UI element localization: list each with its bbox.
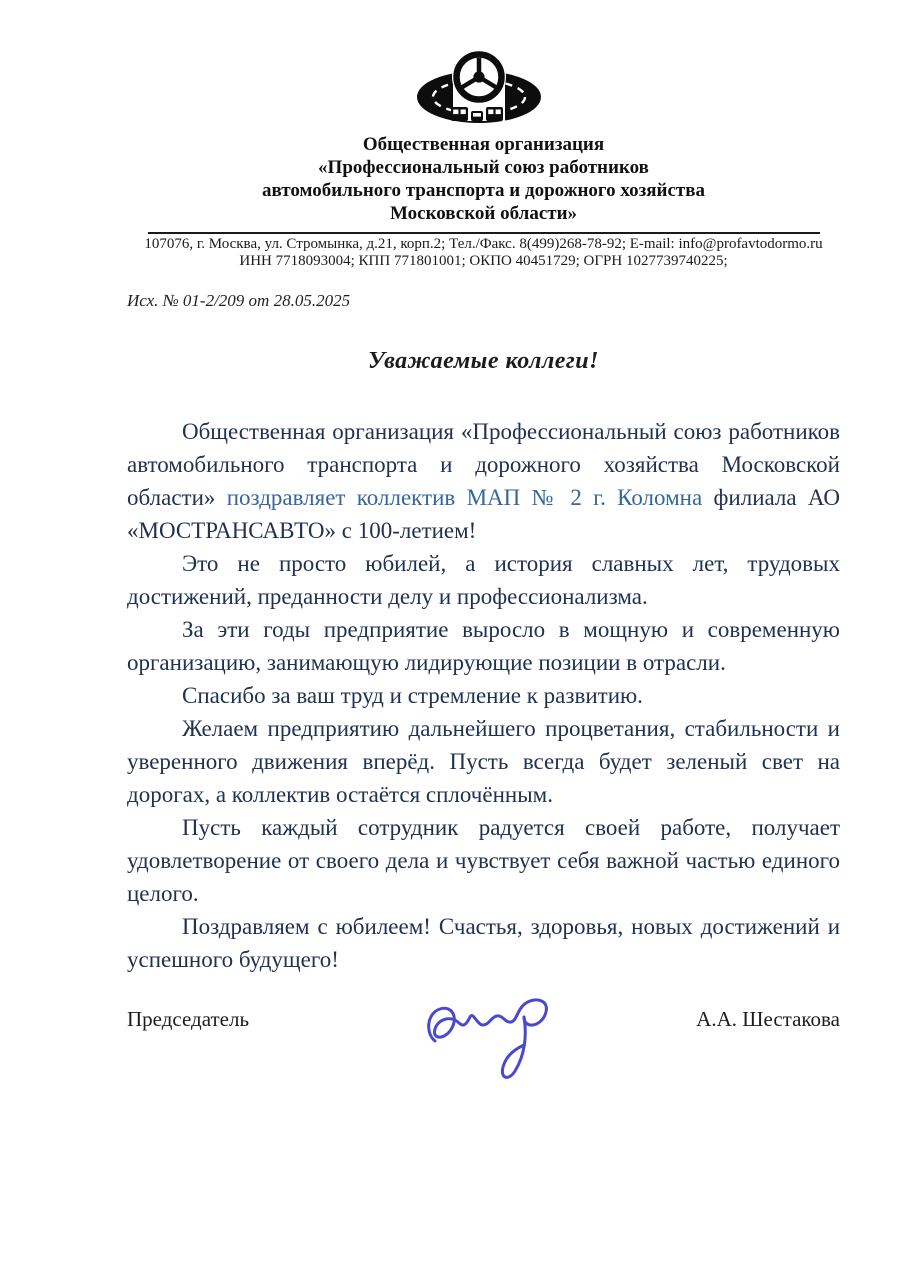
paragraph-1-seg3: филиала АО «МОСТРАНСАВТО» с 100-летием! xyxy=(127,485,840,543)
signer-position: Председатель xyxy=(127,1007,250,1031)
content-column xyxy=(127,0,840,976)
paragraph-2: Это не просто юбилей, а история славных лет, трудовых достижений, преданности делу и профессионализма. xyxy=(127,551,840,609)
contact-info xyxy=(127,236,840,270)
outgoing-ref-line: Исх. № 01-2/209 от 28.05.2025 xyxy=(127,291,351,310)
signature-autograph-icon xyxy=(423,983,563,1088)
paragraph-5: Желаем предприятию дальнейшего процветания, стабильности и уверенного движения вперёд. Пусть всегда будет зеленый свет на дорогах, а коллектив остаётся сплочённым. xyxy=(127,716,840,807)
signer-name: А.А. Шестакова xyxy=(696,1007,840,1031)
paragraph-6: Пусть каждый сотрудник радуется своей работе, получает удовлетворение от своего дела и чувствует себя важной частью единого целого. xyxy=(127,815,840,906)
letterhead-divider xyxy=(148,232,820,234)
letterhead xyxy=(127,0,840,270)
org-name-line-2: «Профессиональный союз работников xyxy=(318,157,649,178)
contact-address-line: 107076, г. Москва, ул. Стромынка, д.21, корп.2; Тел./Факс. 8(499)268-78-92; E-mail: info@profavtodormo.ru xyxy=(144,236,823,252)
paragraph-4: Спасибо за ваш труд и стремление к развитию. xyxy=(182,683,643,708)
paragraph-3: За эти годы предприятие выросло в мощную и современную организацию, занимающую лидирующие позиции в отрасли. xyxy=(127,617,840,675)
letter-body xyxy=(127,415,840,976)
org-name xyxy=(127,133,840,225)
org-name-line-1: Общественная организация xyxy=(362,134,605,155)
paragraph-1 xyxy=(127,415,840,547)
org-logo-icon xyxy=(117,50,840,128)
signature-block xyxy=(127,1005,840,1088)
salutation: Уважаемые коллеги! xyxy=(368,348,599,374)
paragraph-1-highlight: поздравляет коллектив МАП № 2 г. Коломна xyxy=(226,485,714,510)
paragraph-1-seg1: Общественная организация «Профессиональный союз работников автомобильного транспорта и дорожного хозяйства Московской области» xyxy=(127,419,840,510)
contact-codes-line: ИНН 7718093004; КПП 771801001; ОКПО 40451729; ОГРН 1027739740225; xyxy=(239,253,728,269)
org-name-line-4: Московской области» xyxy=(389,203,578,224)
org-name-line-3: автомобильного транспорта и дорожного хозяйства xyxy=(262,180,705,201)
paragraph-7: Поздравляем с юбилеем! Счастья, здоровья, новых достижений и успешного будущего! xyxy=(127,914,840,972)
